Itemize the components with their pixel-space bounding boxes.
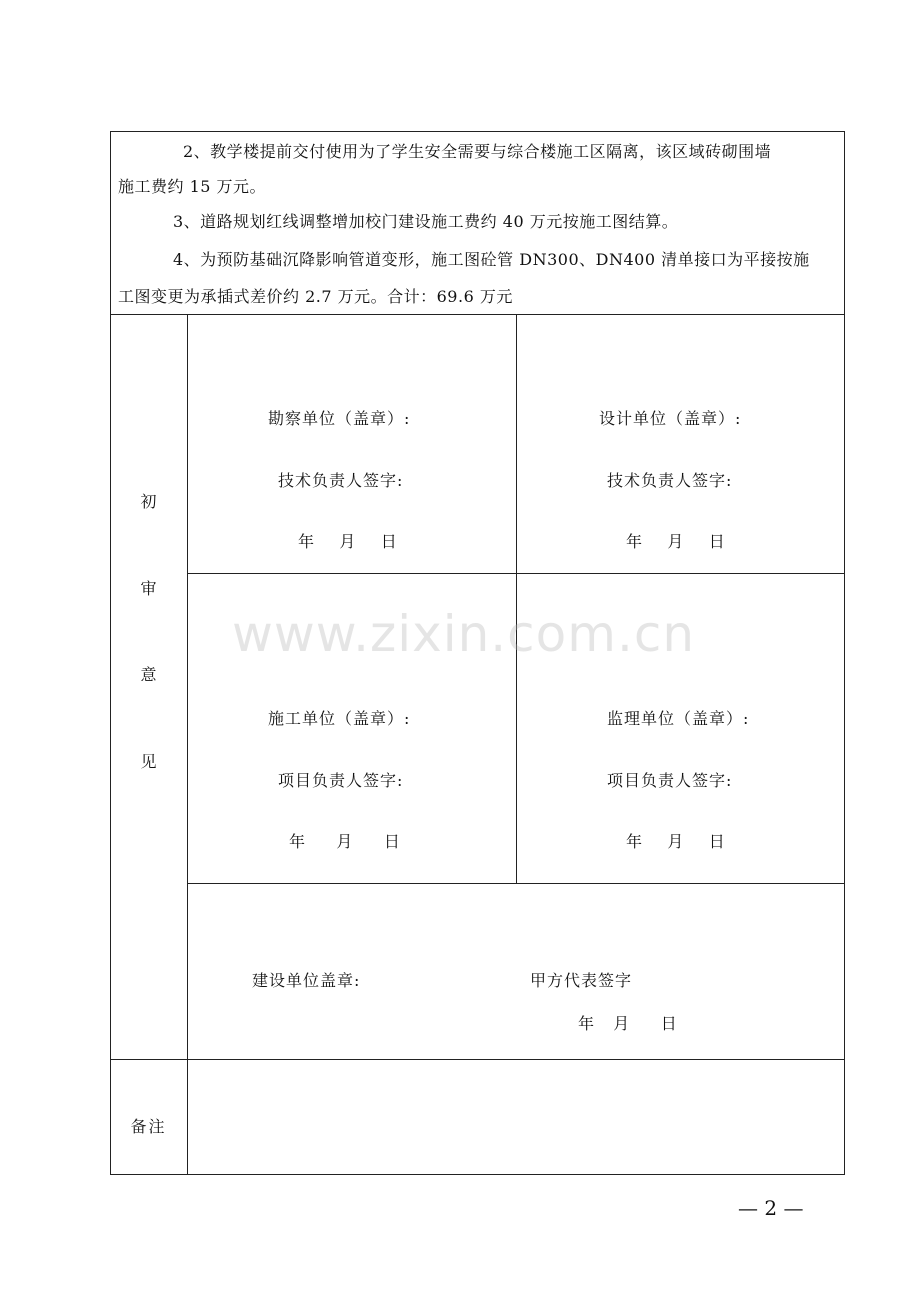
supervision-date: 年 月 日 bbox=[626, 832, 726, 851]
remarks-field bbox=[190, 1062, 842, 1172]
table-top-border bbox=[110, 131, 845, 132]
owner-date: 年 月 日 bbox=[578, 1014, 678, 1033]
design-tech-signature: 技术负责人签字: bbox=[607, 471, 733, 490]
table-bottom-border bbox=[110, 1174, 845, 1175]
watermark: www.zixin.com.cn bbox=[232, 605, 696, 663]
description-line-2: 施工费约 15 万元。 bbox=[118, 177, 267, 196]
survey-date: 年 月 日 bbox=[298, 532, 398, 551]
description-line-5: 工图变更为承插式差价约 2.7 万元。合计：69.6 万元 bbox=[118, 287, 513, 306]
construction-date: 年 月 日 bbox=[289, 832, 401, 851]
design-date: 年 月 日 bbox=[626, 532, 726, 551]
owner-representative-signature: 甲方代表签字 bbox=[530, 971, 633, 990]
review-label-char-4: 见 bbox=[140, 752, 157, 771]
remarks-row-divider bbox=[110, 1059, 845, 1060]
construction-manager-signature: 项目负责人签字: bbox=[278, 771, 404, 790]
table-left-border bbox=[110, 131, 111, 1175]
owner-unit-stamp: 建设单位盖章: bbox=[252, 971, 361, 990]
review-label-char-1: 初 bbox=[140, 492, 157, 511]
review-center-divider bbox=[516, 314, 517, 884]
description-row-divider bbox=[110, 314, 845, 315]
supervision-manager-signature: 项目负责人签字: bbox=[607, 771, 733, 790]
survey-unit-stamp: 勘察单位（盖章）: bbox=[268, 409, 411, 428]
survey-tech-signature: 技术负责人签字: bbox=[278, 471, 404, 490]
description-line-3: 3、道路规划红线调整增加校门建设施工费约 40 万元按施工图结算。 bbox=[173, 212, 679, 231]
page-number: — 2 — bbox=[738, 1196, 804, 1220]
label-column-divider bbox=[187, 314, 188, 1175]
supervision-unit-stamp: 监理单位（盖章）: bbox=[607, 709, 750, 728]
remarks-label: 备注 bbox=[130, 1117, 167, 1136]
design-unit-stamp: 设计单位（盖章）: bbox=[599, 409, 742, 428]
description-line-4: 4、为预防基础沉降影响管道变形，施工图砼管 DN300、DN400 清单接口为平接按施 bbox=[173, 250, 810, 269]
review-label-char-2: 审 bbox=[140, 579, 157, 598]
description-line-1: 2、教学楼提前交付使用为了学生安全需要与综合楼施工区隔离，该区域砖砌围墙 bbox=[183, 142, 772, 161]
table-right-border bbox=[844, 131, 845, 1175]
review-label-char-3: 意 bbox=[140, 665, 157, 684]
construction-unit-stamp: 施工单位（盖章）: bbox=[268, 709, 411, 728]
